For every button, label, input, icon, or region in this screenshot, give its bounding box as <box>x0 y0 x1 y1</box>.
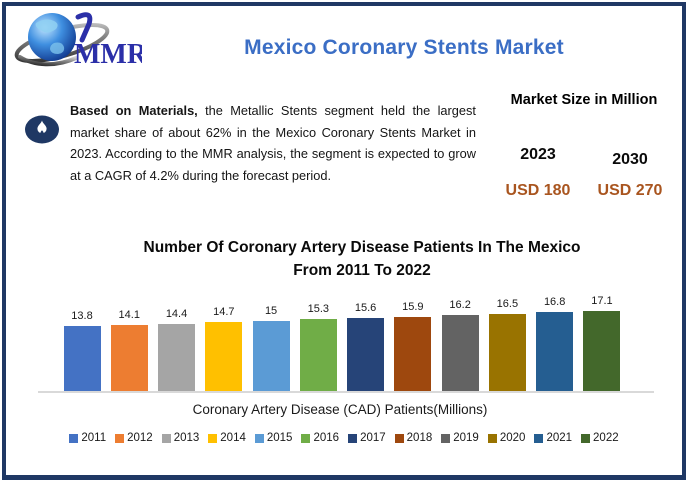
legend-label: 2018 <box>406 432 433 444</box>
legend-label: 2020 <box>499 432 526 444</box>
legend-swatch-icon <box>162 434 171 443</box>
legend-item-2012 <box>115 432 153 444</box>
x-axis-line <box>38 391 654 393</box>
legend-item-2018 <box>395 432 433 444</box>
bar-2019 <box>442 315 479 391</box>
bar-group-2016 <box>298 303 338 391</box>
legend-label: 2015 <box>266 432 293 444</box>
bar-2016 <box>300 319 337 391</box>
bar-value-label: 15.6 <box>354 302 377 314</box>
bar-group-2012 <box>109 309 149 391</box>
flame-icon <box>24 114 60 150</box>
legend-swatch-icon <box>441 434 450 443</box>
chart-title <box>56 236 668 282</box>
bar-value-label: 14.7 <box>213 306 235 319</box>
market-size-value-2030: USD 270 <box>597 182 663 199</box>
legend-label: 2019 <box>453 432 479 444</box>
bar-value-label: 15.3 <box>307 303 330 316</box>
bar-group-2017 <box>346 302 386 391</box>
bar-2013 <box>158 324 195 391</box>
logo-text: MMR <box>74 39 142 70</box>
market-size-year-2030: 2030 <box>612 151 648 168</box>
bar-group-2018 <box>393 301 433 391</box>
bar-value-label: 16.2 <box>449 299 471 312</box>
page-title: Mexico Coronary Stents Market <box>244 36 564 59</box>
bar-2018 <box>394 317 431 391</box>
bar-group-2015 <box>251 305 291 391</box>
legend-item-2015 <box>255 432 293 444</box>
bar-2020 <box>489 314 526 391</box>
legend-swatch-icon <box>581 434 590 443</box>
legend-swatch-icon <box>69 434 78 443</box>
legend-item-2011 <box>69 432 106 444</box>
legend-item-2021 <box>534 432 572 444</box>
bar-group-2013 <box>157 308 197 391</box>
bar-group-2020 <box>487 298 527 391</box>
market-size-value-2023: USD 180 <box>505 182 571 199</box>
legend-swatch-icon <box>208 434 217 443</box>
insight-paragraph <box>70 100 476 186</box>
bar-group-2022 <box>582 295 622 391</box>
legend-label: 2012 <box>127 432 153 444</box>
bar-2017 <box>347 318 384 391</box>
bar-2021 <box>536 312 573 391</box>
bar-2015 <box>253 321 290 391</box>
bar-value-label: 16.5 <box>496 297 519 310</box>
legend-item-2019 <box>441 432 479 444</box>
legend-item-2022 <box>581 432 619 444</box>
legend-swatch-icon <box>395 434 404 443</box>
bar-group-2014 <box>204 306 244 391</box>
chart-title-line1: Number Of Coronary Artery Disease Patients In The Mexico <box>143 239 581 256</box>
bar-value-label: 14.1 <box>118 309 140 321</box>
bar-value-label: 16.8 <box>543 296 566 309</box>
bar-2022 <box>583 311 620 391</box>
bar-2014 <box>205 322 242 391</box>
bar-group-2011 <box>62 310 102 391</box>
legend-swatch-icon <box>348 434 357 443</box>
market-size-panel <box>492 92 676 200</box>
bar-group-2019 <box>440 299 480 391</box>
market-size-year-2023: 2023 <box>520 146 556 163</box>
legend-swatch-icon <box>301 434 310 443</box>
bar-value-label: 17.1 <box>591 295 613 307</box>
legend-swatch-icon <box>488 434 497 443</box>
legend-label: 2014 <box>220 432 246 444</box>
legend-swatch-icon <box>115 434 124 443</box>
insight-lead: Based on Materials, <box>70 103 198 118</box>
insight-body: the Metallic Stents segment held the largest market share of about 62% in the Mexico Coronary Stents Market in 2023. According to the MMR analysis, the segment is expected to grow at a CAGR of 4.2% during the forecast period. <box>70 103 476 183</box>
globe-logo-icon <box>12 5 142 77</box>
bar-group-2021 <box>535 296 575 391</box>
legend-item-2016 <box>301 432 339 444</box>
bar-value-label: 15.9 <box>402 300 424 313</box>
bar-value-label: 15 <box>264 304 278 317</box>
legend-swatch-icon <box>255 434 264 443</box>
legend-item-2017 <box>348 432 386 444</box>
legend-label: 2022 <box>593 432 619 444</box>
legend-label: 2013 <box>173 432 200 444</box>
legend-swatch-icon <box>534 434 543 443</box>
bar-value-label: 14.4 <box>165 307 188 320</box>
x-axis-label: Coronary Artery Disease (CAD) Patients(Millions) <box>192 402 488 417</box>
bar-value-label: 13.8 <box>71 310 93 323</box>
chart-legend <box>14 432 674 444</box>
bar-2012 <box>111 325 148 391</box>
market-size-title: Market Size in Million <box>510 92 658 108</box>
legend-item-2020 <box>488 432 526 444</box>
legend-item-2014 <box>208 432 246 444</box>
legend-label: 2011 <box>81 432 107 444</box>
legend-label: 2017 <box>360 432 386 444</box>
chart-title-line2: From 2011 To 2022 <box>293 262 431 279</box>
legend-item-2013 <box>162 432 200 444</box>
bar-chart <box>62 290 622 391</box>
mmr-logo <box>12 5 142 82</box>
legend-label: 2016 <box>313 432 340 444</box>
legend-label: 2021 <box>546 432 573 444</box>
bar-2011 <box>64 326 101 391</box>
